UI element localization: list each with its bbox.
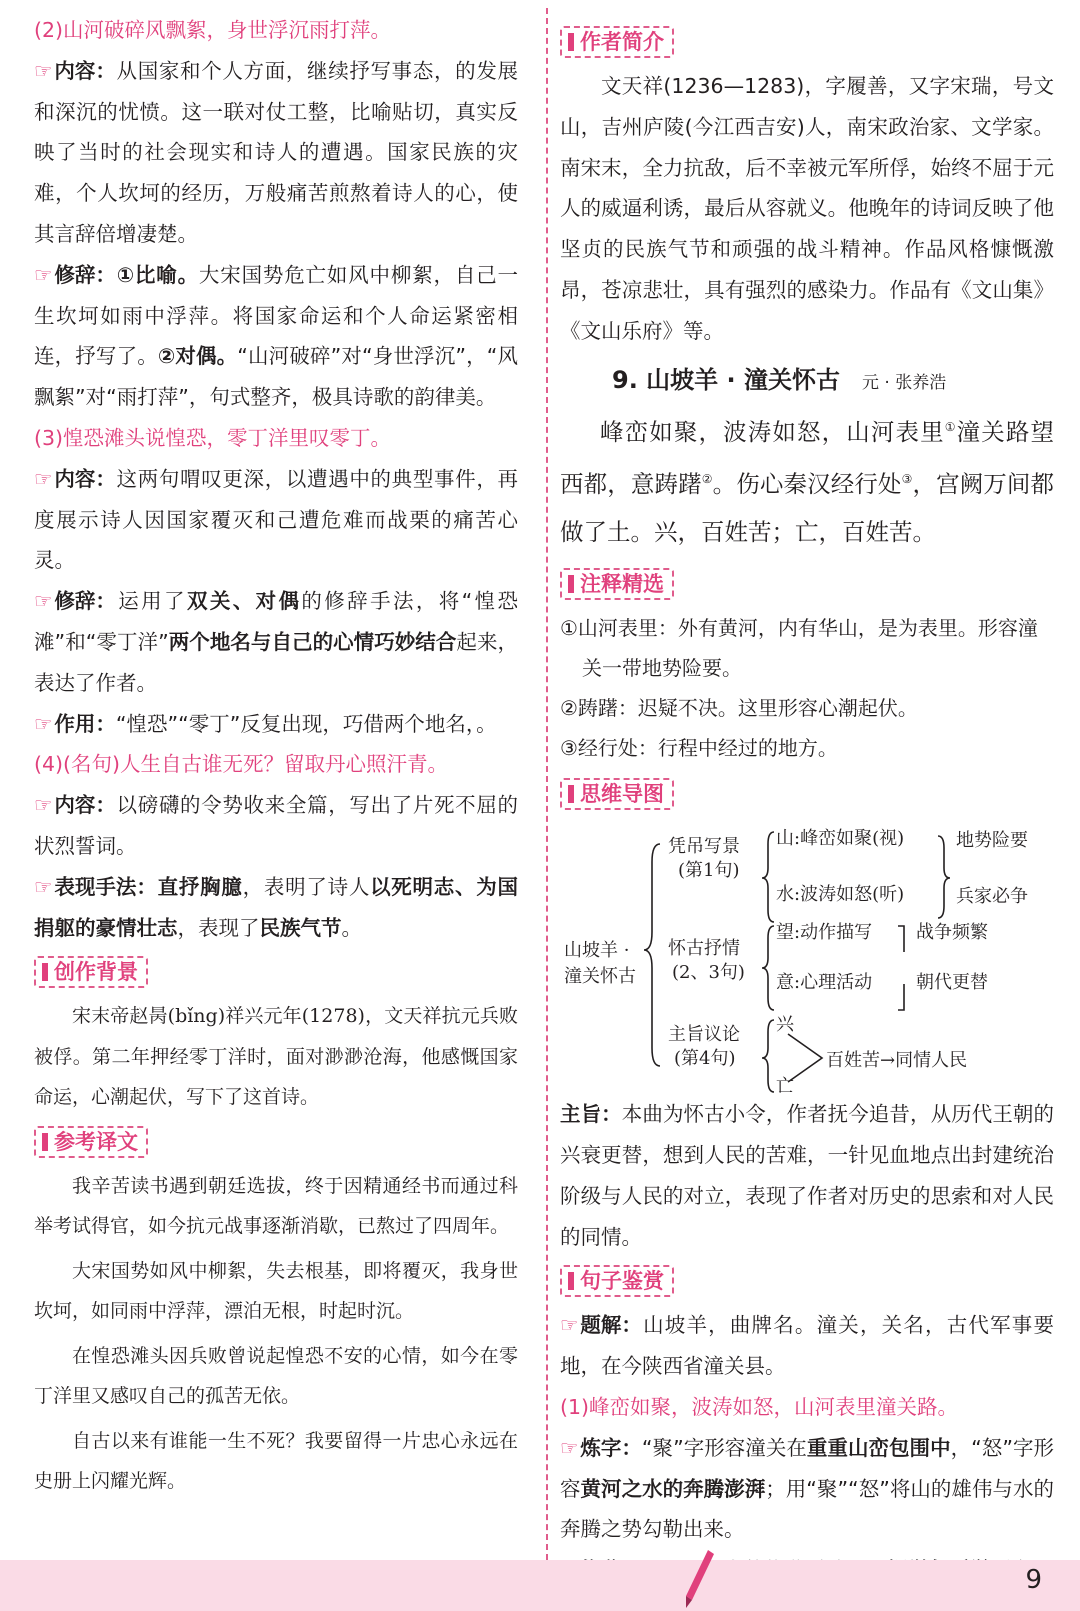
poem-title-text: 9. 山坡羊 · 潼关怀古 — [612, 365, 840, 394]
s4-content-text: 以磅礴的令势收来全篇，写出了片死不屈的状烈誓词。 — [34, 793, 518, 858]
mm-b2-r2: 朝代更替 — [916, 972, 988, 994]
s4-content — [34, 785, 518, 867]
poem-title — [560, 360, 1054, 403]
brace-1 — [762, 832, 774, 922]
lz-3: ，“怒”字形容 — [560, 1435, 1054, 1501]
mm-b2-r1: 战争频繁 — [916, 922, 988, 944]
title-explanation-text: 山坡羊，曲牌名。潼关，关名，古代军事要地，在今陕西省潼关县。 — [560, 1313, 1054, 1379]
appreciation-title: 句子鉴赏 — [560, 1265, 674, 1297]
poem-note-ref-1: ① — [944, 419, 957, 434]
s3-effect-tag: ☞ 作用： — [34, 704, 116, 745]
root-brace — [644, 844, 660, 1066]
s4-tech-6: 。 — [341, 915, 362, 940]
poem-part-1: 峰峦如聚，波涛如怒，山河表里 — [599, 417, 945, 446]
mindmap-title: 思维导图 — [560, 778, 674, 810]
s2-content — [34, 51, 518, 255]
s3-rhet-3: 的修辞手法，将“惶恐滩”和“零丁洋” — [34, 589, 519, 654]
notes-header — [560, 560, 1054, 608]
mm-b2-1: 怀古抒情 — [668, 938, 740, 960]
s3-rhet-5: 起来，表达了作者。 — [34, 629, 518, 695]
poem-part-3: 。伤心秦汉经行处 — [712, 470, 902, 499]
mm-b2-a: 望:动作描写 — [776, 922, 873, 944]
s4-tech-1: 直抒胸臆 — [156, 874, 243, 899]
s3-effect-text: “惶恐”“零丁”反复出现，巧借两个地名，。 — [115, 711, 497, 736]
s2-rhet-4: “山河破碎”对“身世浮沉”，“风飘絮”对“雨打萍”，句式整齐，极具诗歌的韵律美。 — [34, 344, 519, 410]
word-refining-tag: ☞ 炼字： — [560, 1428, 642, 1469]
section-3-heading: (3)惶恐滩头说惶恐，零丁洋里叹零丁。 — [34, 425, 392, 450]
mm-root-2: 潼关怀古 — [564, 966, 636, 988]
translation-header — [34, 1118, 518, 1166]
section-2-heading: (2)山河破碎风飘絮，身世浮沉雨打萍。 — [34, 18, 392, 42]
mm-b1-r2: 兵家必争 — [956, 886, 1028, 908]
note-1: ①山河表里：外有黄河，内有华山，是为表里。形容潼 — [560, 616, 1038, 641]
s2-rhet-3: ②对偶。 — [157, 344, 238, 369]
lz-4: 黄河之水的奔腾澎湃 — [580, 1476, 766, 1501]
s4-tech-4: ，表现了 — [177, 915, 260, 940]
section-4-heading: (4)(名句)人生自古谁无死？留取丹心照汗青。 — [34, 752, 449, 777]
poem-part-4: ，宫阙万间都做了土。兴，百姓苦；亡，百姓苦。 — [560, 470, 1055, 547]
background-title: 创作背景 — [34, 956, 148, 988]
page-number: 9 — [1025, 1565, 1042, 1595]
right-column — [552, 0, 1080, 1591]
s4-tech-2: ，表明了诗人 — [242, 874, 371, 899]
title-explanation-tag: ☞ 题解： — [560, 1305, 642, 1346]
brace-1-right — [938, 836, 950, 918]
poem-note-ref-3: ③ — [901, 472, 913, 487]
column-divider — [546, 8, 548, 1560]
mm-b1-a: 山:峰峦如聚(视) — [776, 828, 905, 850]
brace-2 — [762, 926, 774, 1010]
s3-content-tag: ☞ 内容： — [34, 459, 116, 500]
note-2: ②踌躇：迟疑不决。这里形容心潮起伏。 — [560, 696, 918, 721]
mm-b1-1: 凭吊写景 — [668, 836, 740, 858]
brace-2-right — [898, 926, 904, 1010]
translation-title: 参考译文 — [34, 1126, 148, 1158]
s3-content-text: 这两句喟叹更深，以遭遇中的典型事件，再度展示诗人因国家覆灭和己遭危难而战栗的痛苦心灵。 — [34, 466, 518, 573]
theme-tag: 主旨： — [560, 1102, 622, 1127]
mm-b1-r1: 地势险要 — [956, 830, 1028, 852]
appreciation-header — [560, 1257, 1054, 1305]
translation-p3: 在惶恐滩头因兵败曾说起惶恐不安的心情，如今在零丁洋里又感叹自己的孤苦无依。 — [34, 1344, 518, 1408]
s3-effect — [34, 704, 518, 745]
author-header — [560, 18, 1054, 66]
note-3: ③经行处：行程中经过的地方。 — [560, 736, 838, 761]
author-title: 作者简介 — [560, 26, 674, 58]
brace-3 — [762, 1020, 774, 1092]
appreciation-1-heading: (1)峰峦如聚，波涛如怒，山河表里潼关路。 — [560, 1395, 959, 1420]
s4-tech-5: 民族气节 — [259, 915, 342, 940]
theme-text: 本曲为怀古小令，作者抚今追昔，从历代王朝的兴衰更替，想到人民的苦难，一针见血地点出封建统治阶级与人民的对立，表现了作者对历史的思索和对人民的同情。 — [560, 1102, 1055, 1249]
poem-text — [560, 403, 1054, 557]
poem-author: 元 · 张养浩 — [862, 372, 947, 393]
mm-b3-b: 亡 — [776, 1076, 794, 1098]
mm-b3-r: 百姓苦→同情人民 — [826, 1050, 968, 1072]
mind-map — [560, 822, 1054, 1098]
s2-content-tag: ☞ 内容： — [34, 51, 116, 92]
note-1-cont: 关一带地势险要。 — [582, 656, 742, 681]
translation-p2: 大宋国势如风中柳絮，失去根基，即将覆灭，我身世坎坷，如同雨中浮萍，漂泊无根，时起时沉。 — [34, 1259, 518, 1323]
s2-rhet-2: 大宋国势危亡如风中柳絮，自己一生坎坷如雨中浮萍。将国家命运和个人命运紧密相连，抒写了。 — [34, 262, 519, 369]
s2-rhetoric — [34, 255, 518, 418]
s3-content — [34, 459, 518, 581]
s3-rhet-1: 运用了 — [115, 589, 187, 614]
word-refining — [560, 1428, 1054, 1550]
title-explanation — [560, 1305, 1054, 1387]
lz-2: 重重山峦包围中 — [806, 1435, 951, 1460]
mindmap-header — [560, 770, 1054, 818]
s4-technique-tag: ☞ 表现手法： — [34, 867, 157, 908]
lz-1: “聚”字形容潼关在 — [641, 1435, 807, 1460]
s3-rhet-2: 双关、对偶 — [186, 589, 302, 614]
notes-title: 注释精选 — [560, 568, 674, 600]
s4-technique — [34, 867, 518, 949]
left-column — [0, 0, 540, 1502]
s4-content-tag: ☞ 内容： — [34, 785, 116, 826]
background-text: 宋末帝赵昺(bǐng)祥兴元年(1278)，文天祥抗元兵败被俘。第二年押经零丁洋时，面对渺渺沧海，他感慨国家命运，心潮起伏，写下了这首诗。 — [34, 1005, 518, 1109]
pen-icon — [680, 1548, 720, 1611]
mm-b3-a: 兴 — [776, 1014, 794, 1036]
mm-b1-2: (第1句) — [678, 860, 740, 882]
s4-tech-3: 以死明志、为国捐躯的豪情壮志 — [34, 874, 519, 940]
mm-b2-b: 意:心理活动 — [776, 972, 873, 994]
footer-band — [0, 1560, 1080, 1611]
translation-p4: 自古以来有谁能一生不死？我要留得一片忠心永远在史册上闪耀光辉。 — [34, 1429, 518, 1493]
s3-rhetoric — [34, 581, 518, 703]
mm-root-1: 山坡羊 · — [564, 940, 630, 962]
s3-rhet-4: 两个地名与自己的心情巧妙结合 — [168, 629, 457, 654]
lz-5: ；用“聚”“怒”将山的雄伟与水的奔腾之势勾勒出来。 — [560, 1476, 1055, 1542]
mind-map-braces — [560, 822, 1060, 1094]
mm-b3-2: (第4句) — [674, 1048, 736, 1070]
s2-content-text: 从国家和个人方面，继续抒写事态，的发展和深沉的忧愤。这一联对仗工整，比喻贴切，真实反映了当时的社会现实和诗人的遭遇。国家民族的灾难，个人坎坷的经历，万般痛苦煎熬着诗人的心，使其言辞倍增凄楚。 — [34, 58, 518, 246]
mm-b1-b: 水:波涛如怒(听) — [776, 884, 905, 906]
mm-b2-2: (2、3句) — [672, 962, 745, 984]
background-header — [34, 948, 518, 996]
poem-note-ref-2: ② — [701, 472, 713, 487]
theme — [560, 1094, 1054, 1257]
mm-b3-1: 主旨议论 — [668, 1024, 740, 1046]
s3-rhetoric-tag: ☞ 修辞： — [34, 581, 116, 622]
author-text: 文天祥(1236—1283)，字履善，又字宋瑞，号文山，吉州庐陵(今江西吉安)人，南宋政治家、文学家。南宋末，全力抗敌，后不幸被元军所俘，始终不屈于元人的威逼利诱，最后从容就义。他晚年的诗词反映了他坚贞的民族气节和顽强的战斗精神。作品风格慷慨激昂，苍凉悲壮，具有强烈的感染力。作品有《文山集》《文山乐府》等。 — [560, 74, 1054, 343]
s2-rhet-1: ①比喻。 — [115, 262, 199, 287]
s2-rhetoric-tag: ☞ 修辞： — [34, 255, 116, 296]
poem-part-2: 潼关路望西都，意踌躇 — [560, 417, 1055, 499]
translation-p1: 我辛苦读书遇到朝廷选拔，终于因精通经书而通过科举考试得官，如今抗元战事逐渐消歇，已熬过了四周年。 — [34, 1174, 518, 1238]
